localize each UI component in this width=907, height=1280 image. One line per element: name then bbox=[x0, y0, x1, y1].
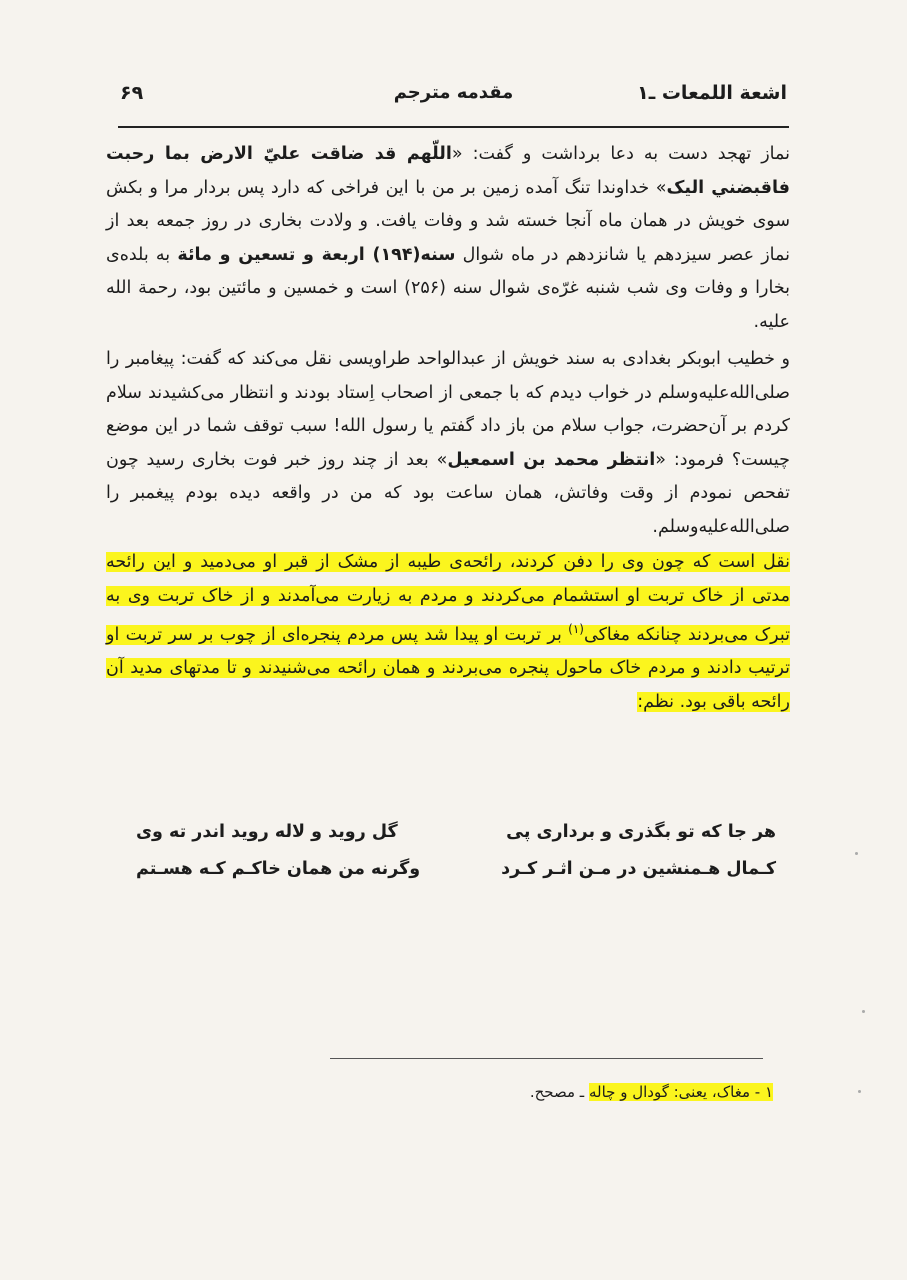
footnote-editor: ـ مصحح. bbox=[529, 1083, 589, 1101]
paragraph-3-text-a: نقل است که چون وی را دفن کردند، رائحه‌ی طيبه از مشک از قبر او می‌دميد و اين رائحه مدتی از خاک تربت او استشمام می‌کردند و مردم به زيارت می‌آمدند و از خاک تربت وی به تبرک می‌بردند چنانکه مغاکی bbox=[106, 552, 790, 645]
verse-hemistich: گل رويد و لاله رويد اندر ته وی bbox=[136, 822, 398, 842]
footnote-rule bbox=[330, 1058, 763, 1059]
paragraph-1 bbox=[106, 138, 790, 339]
poem bbox=[136, 814, 776, 888]
paragraph-1-text-b: » خداوندا تنگ آمده زمين بر من با اين فراخی که دارد پس بردار مرا و بکش سوی خويش در همان ماه آنجا خسته شد و وفات يافت. و ولادت بخاری در روز جمعه بعد از نماز عصر سيزدهم يا شانزدهم در ماه شوال bbox=[106, 177, 790, 265]
paper-speck bbox=[855, 852, 858, 855]
header-rule bbox=[118, 126, 789, 128]
paragraph-1-text-a: نماز تهجد دست به دعا برداشت و گفت: « bbox=[451, 144, 790, 164]
highlighted-passage bbox=[106, 552, 790, 712]
paper-speck bbox=[862, 1010, 865, 1013]
verse-hemistich: وگرنه من همان خاکـم کـه هسـتم bbox=[136, 859, 421, 879]
page-header bbox=[120, 82, 787, 122]
verse-hemistich: کـمال هـمنشين در مـن اثـر کـرد bbox=[501, 859, 776, 879]
paragraph-2-text-b: » بعد از چند روز خبر فوت بخاری رسيد چون تفحص نمودم از وقت وفاتش، همان ساعت بود که من در واقعه ديده بودم پيغمبر را صلی‌الله‌عليه‌وسلم. bbox=[106, 449, 790, 537]
book-title: اشعة اللمعات ـ۱ bbox=[637, 82, 787, 104]
verse-hemistich: هر جا که تو بگذری و برداری پی bbox=[506, 822, 776, 842]
paragraph-2 bbox=[106, 343, 790, 544]
footnote bbox=[530, 1080, 773, 1104]
verse-row bbox=[136, 814, 776, 851]
footnote-ref: (۱) bbox=[568, 622, 584, 636]
paragraph-3-text-b: بر تربت او پيدا شد پس مردم پنجره‌ای از چوب بر سر تربت او ترتيب دادند و مردم خاک ماحول پنجره می‌بردند و همان رائحه می‌شنيدند و تا مدتهای مديد آن رائحه باقی بود. نظم: bbox=[106, 624, 790, 712]
paragraph-2-text-a: و خطيب ابوبکر بغدادی به سند خويش از عبدالواحد طراويسی نقل می‌کند که گفت: پيغامبر را صلی‌الله‌عليه‌وسلم در خواب ديدم که با جمعی از اصحاب اِستاد بودند و انتظار می‌کشيدند سلام کردم بر آن‌حضرت، جواب سلام من باز داد گفتم يا رسول الله! سبب توقف شما در اين موضع چيست؟ فرمود: « bbox=[106, 349, 790, 470]
main-text bbox=[106, 138, 790, 719]
arabic-prayer: اللّهم قد ضاقت عليّ الارض بما رحبت فاقبضني اليک bbox=[106, 144, 790, 198]
page-number: ۶۹ bbox=[120, 82, 144, 104]
section-title: مقدمه مترجم bbox=[393, 82, 514, 103]
footnote-label: ۱ - مغاک، يعنی: bbox=[668, 1083, 773, 1101]
footnote-definition: گودال و چاله bbox=[588, 1083, 669, 1101]
verse-row bbox=[136, 851, 776, 888]
birth-year: سنه(۱۹۴) اربعة و تسعين و مائة bbox=[177, 244, 456, 265]
paper-speck bbox=[858, 1090, 861, 1093]
paragraph-3 bbox=[106, 546, 790, 719]
paragraph-1-text-c: به بلده‌ی بخارا و وفات وی شب شنبه غرّه‌ی شوال سنه (۲۵۶) است و خمسين و مائتين بود، رحمة الله عليه. bbox=[106, 244, 790, 332]
prophet-quote: انتظر محمد بن اسمعيل bbox=[447, 449, 656, 470]
